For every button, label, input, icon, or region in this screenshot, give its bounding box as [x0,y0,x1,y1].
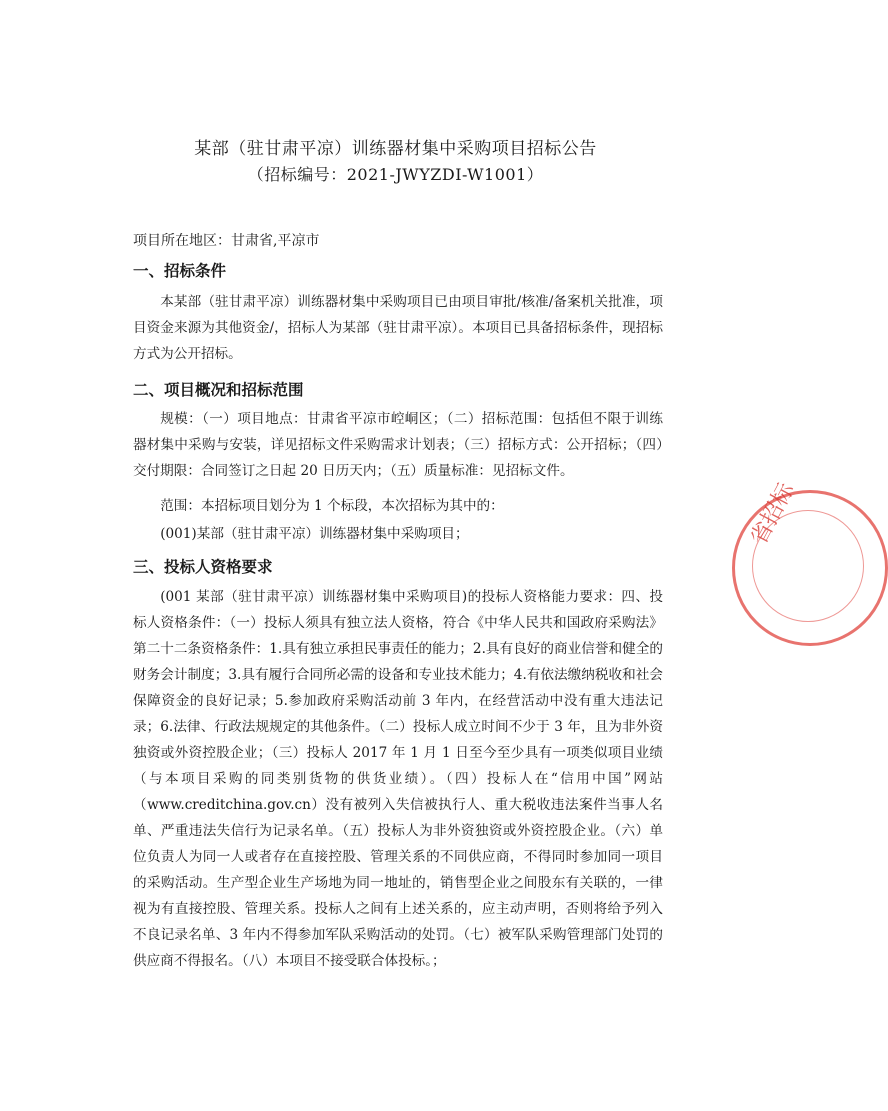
tender-code: （招标编号：2021-JWYZDI-W1001） [247,165,544,184]
section-heading-qualifications: 三、投标人资格要求 [133,558,273,576]
document-title: 某部（驻甘肃平凉）训练器材集中采购项目招标公告 [194,139,597,159]
paragraph-conditions: 本某部（驻甘肃平凉）训练器材集中采购项目已由项目审批/核准/备案机关批准，项目资金来源为其他资金/，招标人为某部（驻甘肃平凉）。本项目已具备招标条件，现招标方式为公开招标。 [133,294,663,362]
red-seal-text: 省招标 [746,479,800,550]
section-heading-conditions: 一、招标条件 [133,262,227,280]
section-heading-overview: 二、项目概况和招标范围 [133,381,304,399]
project-location: 项目所在地区：甘肃省,平凉市 [133,233,320,249]
paragraph-scale: 规模：（一）项目地点：甘肃省平凉市崆峒区；（二）招标范围：包括但不限于训练器材集中采购与安装，详见招标文件采购需求计划表；（三）招标方式：公开招标；（四）交付期限：合同签订之日起 20 日历天内；（五）质量标准：见招标文件。 [133,411,663,479]
paragraph-lot: (001)某部（驻甘肃平凉）训练器材集中采购项目； [160,526,469,542]
paragraph-qualifications: (001 某部（驻甘肃平凉）训练器材集中采购项目)的投标人资格能力要求：四、投标人资格条件：（一）投标人须具有独立法人资格，符合《中华人民共和国政府采购法》第二十二条资格条件：1.具有独立承担民事责任的能力；2.具有良好的商业信誉和健全的财务会计制度；3.具有履行合同所必需的设备和专业技术能力；4.有依法缴纳税收和社会保障资金的良好记录；5.参加政府采购活动前 3 年内，在经营活动中没有重大违法记录；6.法律、行政法规规定的其他条件。（二）投标人成立时间不少于 3 年，且为非外资独资或外资控股企业；（三）投标人 2017 年 1 月 1 日至今至少具有一项类似项目业绩（与本项目采购的同类别货物的供货业绩）。（四）投标人在“信用中国”网站（www.creditchina.gov.cn）没有被列入失信被执行人、重大税收违法案件当事人名单、严重违法失信行为记录名单。（五）投标人为非外资独资或外资控股企业。（六）单位负责人为同一人或者存在直接控股、管理关系的不同供应商，不得同时参加同一项目的采购活动。生产型企业生产场地为同一地址的，销售型企业之间股东有关联的，一律视为有直接控股、管理关系。投标人之间有上述关系的，应主动声明，否则将给予列入不良记录名单、3 年内不得参加军队采购活动的处罚。（七）被军队采购管理部门处罚的供应商不得报名。（八）本项目不接受联合体投标。； [133,589,663,969]
paragraph-scope: 范围：本招标项目划分为 1 个标段，本次招标为其中的： [160,498,504,514]
